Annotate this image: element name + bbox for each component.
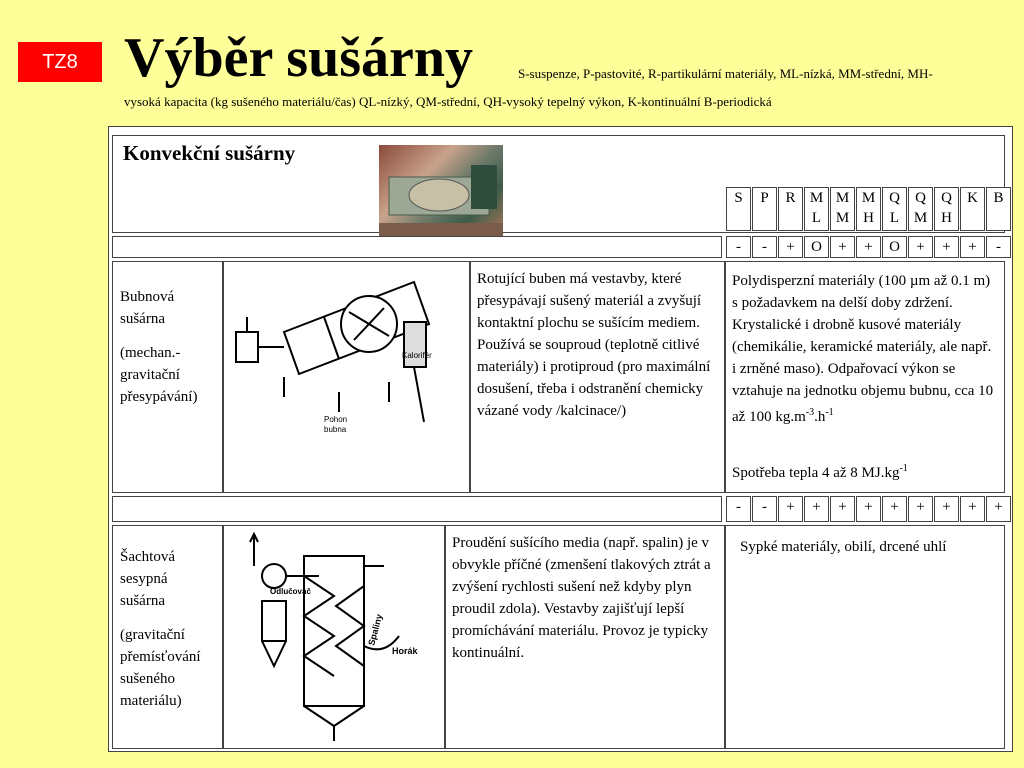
- materials-drum-text: Polydisperzní materiály (100 µm až 0.1 m) s požadavkem na delší doby zdržení. Krystalické i drobně kusové materiály (chemikálie, keramické materiály, ale např. i zrněné maso). Odpařovací výkon se vztahuje na jednotku objemu bubnu, cca 10 až 100 kg.m: [732, 273, 994, 425]
- column-header-part: Q: [941, 190, 952, 206]
- column-header-part: M: [835, 190, 850, 206]
- column-header-qh: [934, 187, 959, 231]
- slide-badge: TZ8: [18, 42, 102, 82]
- rating-cell: -: [726, 496, 751, 522]
- column-header-part: Q: [889, 190, 900, 206]
- column-header-part: H: [941, 210, 952, 226]
- column-header-mm: [830, 187, 855, 231]
- shaft-dryer-diagram: [224, 526, 444, 748]
- label-kalorifer: Kalorifér: [402, 351, 432, 360]
- rating-cell: +: [830, 496, 855, 522]
- column-header-part: M: [835, 210, 850, 226]
- column-header-mh: [856, 187, 881, 231]
- materials-cell-drum: [725, 261, 1005, 493]
- rating-cell: +: [856, 496, 881, 522]
- column-header-k: [960, 187, 985, 231]
- rating-cell: -: [986, 236, 1011, 258]
- materials-shaft: Sypké materiály, obilí, drcené uhlí: [740, 539, 947, 555]
- column-header-p: [752, 187, 777, 231]
- column-header-part: L: [889, 210, 900, 226]
- drum-dryer-diagram: [224, 262, 469, 492]
- dryer-name-cell-shaft: [112, 525, 223, 749]
- ratings-row-shaft: [726, 496, 1012, 522]
- column-header-part: R: [785, 190, 796, 206]
- rating-cell: O: [804, 236, 829, 258]
- column-header-part: L: [811, 210, 822, 226]
- label-pohon: Pohon: [324, 415, 348, 424]
- legend-line-2: vysoká kapacita (kg sušeného materiálu/čas) QL-nízký, QM-střední, QH-vysoký tepelný výkon, K-kontinuální B-periodická: [124, 94, 772, 109]
- description-shaft: Proudění sušícího media (např. spalin) je v obvykle příčné (zmenšení tlakových ztrát a zvýšení rychlosti sušení než kdyby plyn proudil zdola). Vestavby zajišťují lepší promíchávání materiálu. Provoz je typicky kontinuální.: [452, 535, 711, 661]
- column-header-part: P: [760, 190, 769, 206]
- materials-drum-mid: .h: [814, 409, 826, 425]
- column-header-b: [986, 187, 1011, 231]
- dryer-mechanism-drum: (mechan.-gravitační přesypávání): [120, 345, 198, 405]
- label-horak: Horák: [392, 646, 418, 656]
- rating-cell: +: [986, 496, 1011, 522]
- rating-cell: +: [804, 496, 829, 522]
- column-header-qm: [908, 187, 933, 231]
- ratings-spacer-2: [112, 496, 722, 522]
- column-header-part: Q: [915, 190, 926, 206]
- column-header-part: K: [967, 190, 978, 206]
- materials-cell-shaft: [725, 525, 1005, 749]
- legend-line-1: S-suspenze, P-pastovité, R-partikulární materiály, ML-nízká, MM-střední, MH-: [518, 66, 933, 81]
- column-header-row: [726, 187, 1012, 231]
- materials-drum: [732, 270, 994, 428]
- materials-drum-sup2: -1: [825, 407, 834, 418]
- materials-drum-sup1: -3: [805, 407, 815, 418]
- rating-cell: +: [960, 236, 985, 258]
- rating-cell: +: [960, 496, 985, 522]
- heat-consumption-text: Spotřeba tepla 4 až 8 MJ.kg: [732, 465, 900, 481]
- rating-cell: +: [882, 496, 907, 522]
- label-bubna: bubna: [324, 425, 347, 434]
- rating-cell: +: [830, 236, 855, 258]
- dryer-mechanism-shaft: (gravitační přemísťování sušeného materiálu): [120, 627, 201, 709]
- ratings-spacer-1: [112, 236, 722, 258]
- dryer-table: [108, 126, 1013, 752]
- column-header-part: M: [861, 190, 876, 206]
- rating-cell: +: [908, 496, 933, 522]
- column-header-ql: [882, 187, 907, 231]
- section-title: Konvekční sušárny: [123, 141, 296, 165]
- diagram-cell-drum: [223, 261, 470, 493]
- diagram-cell-shaft: [223, 525, 445, 749]
- column-header-r: [778, 187, 803, 231]
- rating-cell: +: [934, 236, 959, 258]
- dryer-photo: [379, 145, 503, 238]
- description-cell-shaft: [445, 525, 725, 749]
- column-header-part: M: [913, 210, 928, 226]
- rating-cell: -: [752, 236, 777, 258]
- page-title: Výběr sušárny: [124, 27, 474, 89]
- rating-cell: +: [856, 236, 881, 258]
- rating-cell: +: [778, 496, 803, 522]
- rating-cell: -: [752, 496, 777, 522]
- rating-cell: +: [778, 236, 803, 258]
- column-header-part: S: [734, 190, 743, 206]
- column-header-part: H: [863, 210, 874, 226]
- heat-consumption-drum: [732, 458, 994, 484]
- rating-cell: +: [908, 236, 933, 258]
- label-odlucovac: Odlučovač: [270, 587, 311, 596]
- column-header-s: [726, 187, 751, 231]
- dryer-name-cell-drum: [112, 261, 223, 493]
- label-spaliny: Spaliny: [366, 613, 385, 647]
- ratings-row-drum: [726, 236, 1012, 258]
- heat-consumption-sup: -1: [899, 463, 908, 474]
- rating-cell: O: [882, 236, 907, 258]
- rating-cell: -: [726, 236, 751, 258]
- description-cell-drum: [470, 261, 725, 493]
- column-header-ml: [804, 187, 829, 231]
- rating-cell: +: [934, 496, 959, 522]
- column-header-part: B: [993, 190, 1004, 206]
- dryer-name-shaft: Šachtová sesypná sušárna: [120, 549, 175, 609]
- dryer-name-drum: Bubnová sušárna: [120, 289, 175, 327]
- column-header-part: M: [809, 190, 824, 206]
- description-drum: Rotující buben má vestavby, které přesypávají sušený materiál a zvyšují kontaktní plochu se sušícím mediem. Používá se souproud (teplotně citlivé materiály) i protiproud (pro maximální dosušení, třeba i odstranění chemicky vázané vody /kalcinace/): [477, 271, 711, 419]
